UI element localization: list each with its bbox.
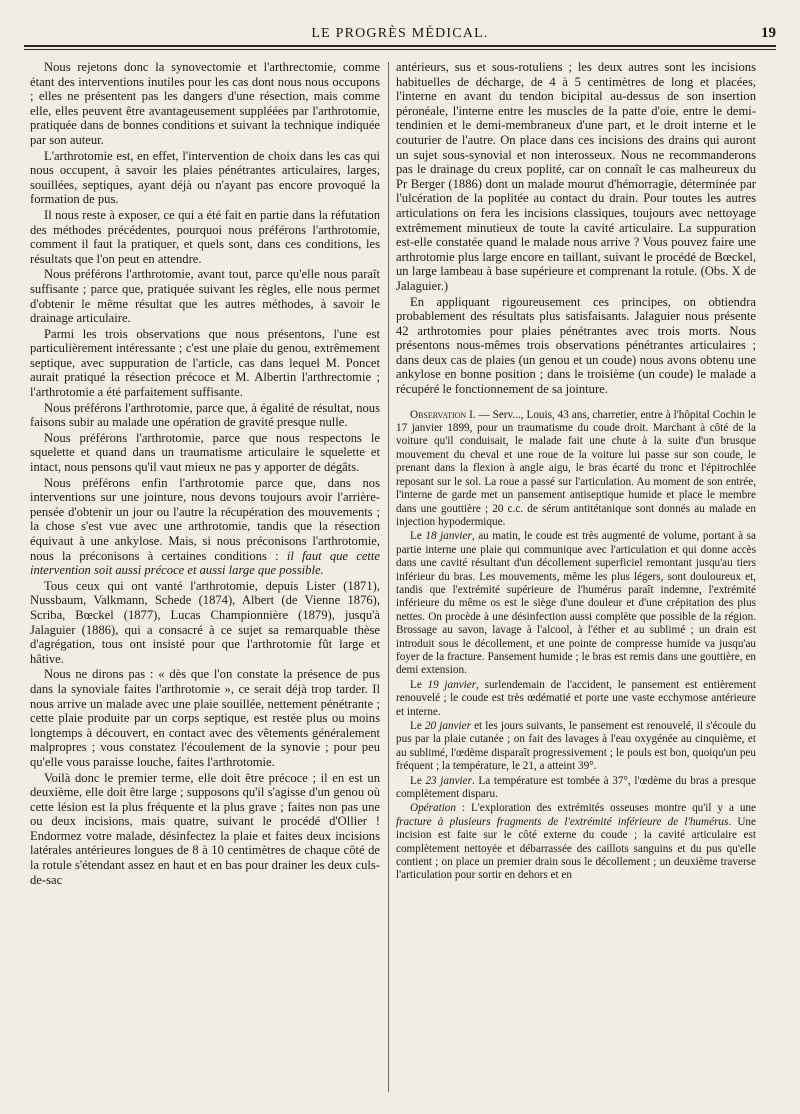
observation-paragraph: Le 18 janvier, au matin, le coude est très augmenté de volume, portant à sa partie interne une plaie qui communique avec l'articulation et qui donne accès dans une cavité résultant d'un décollement superficiel remontant jusqu'au tiers inférieur du bras. Les mouvements, même les plus légers, sont douloureux et, tandis que l'extrémité supérieure de l'humérus paraît indemne, l'extrémité inférieure du même os est le siège d'une douleur et d'une crépitation des plus nettes. On procède à une désinfection aussi complète que possible de la région. Brossage au savon, lavage à l'alcool, à l'éther et au sublimé ; un drain est introduit sous le décollement, et une pointe de compresse humide va jusqu'au foyer de la fracture. Pansement humide ; le bras est remis dans une gouttière, en demi extension. [396,530,756,677]
observation-intro [396,409,756,530]
paragraph: L'arthrotomie est, en effet, l'intervention de choix dans les cas qui nous occupent, à savoir les plaies pénétrantes articulaires, larges, souillées, septiques, ayant déjà ou n'ayant pas encore provoqué la formation de pus. [30,148,380,207]
paragraph: Nous préférons l'arthrotomie, avant tout, parce qu'elle nous paraît suffisante ; parce que, pratiquée suivant les règles, elle nous permet d'obtenir le même résultat que les autres méthodes, à savoir le drainage articulaire. [30,267,380,326]
observation-text: — Serv..., Louis, 43 ans, charretier, entre à l'hôpital Cochin le 17 janvier 1899, pour un traumatisme du coude droit. Marchant à côté de la voiture qu'il conduisait, le malade fait une chute à la suite d'un brusque mouvement du cheval et une roue de la voiture lui passe sur son coude, le prenant dans la flexion à angle aigu, le bras écarté du tronc et l'épitrochlée reposant sur le sol. La roue a passé sur l'articulation. Au moment de son entrée, l'interne de garde met un pansement antiseptique humide et place le membre dans une gouttière ; 20 c.c. de sérum antitétanique sont donnés au malade en injection hypodermique. [396,408,756,528]
right-column [396,60,756,1104]
paragraph: En appliquant rigoureusement ces principes, on obtiendra probablement des résultats plus satisfaisants. Jalaguier nous présente 42 arthrotomies pour plaies pénétrantes avec trois morts. Nous présentons nous-mêmes trois observations pénétrantes articulaires ; dans deux cas de plaies (un genou et un coude) nous avons obtenu une ankylose en bonne position ; dans le troisième (un coude) le malade a récupéré le fonctionnement de sa jointure. [396,294,756,397]
observation-text: : L'exploration des extrémités osseuses montre qu'il y a une [456,802,756,815]
left-column [30,60,380,1104]
observation-date: 18 janvier [425,530,472,543]
paragraph: Nous préférons l'arthrotomie, parce que nous respectons le squelette et quand dans un traumatisme articulaire le squelette et intact, nous pensons qu'il vaut mieux ne pas y apporter de dégâts. [30,430,380,475]
observation-paragraph: Le 19 janvier, surlendemain de l'accident, le pansement est entièrement renouvelé ; le coude est très œdématié et porte une vaste ecchymose antérieure et interne. [396,678,756,718]
page-header [24,26,776,46]
emphasis-text: il faut que cette intervention soit aussi précoce et aussi large que possible. [30,548,380,578]
observation-paragraph: Le 23 janvier. La température est tombée à 37°, l'œdème du bras a presque complètement disparu. [396,774,756,801]
observation-label: Observation I. [410,408,476,421]
paragraph [30,476,380,578]
paragraph: Parmi les trois observations que nous présentons, l'une est particulièrement intéressante ; c'est une plaie du genou, extrêmement septique, avec suppuration de l'article, cas dans lequel M. Poncet aurait pratiqué la résection précoce et M. Albertin l'arthrectomie ; l'arthrotomie a été parfaitement suffisante. [30,326,380,400]
paragraph: antérieurs, sus et sous-rotuliens ; les deux autres sont les incisions habituelles de décharge, de 4 à 5 centimètres de long et placées, l'interne en avant du tendon bicipital au-dessus de son insertion péronéale, l'interne entre les muscles de la patte d'oie, entre le demi-tendinien et le demi-membraneux d'une part, et le droit interne et le couturier de l'autre. On place dans ces incisions des drains qui auront un sujet sous-synovial et non interosseux. Nous ne recommanderons pas le drainage du creux poplité, car on connaît le cas malheureux du Pr Berger (1886) dont un malade mourut d'hémorragie, déterminée par l'ulcération de la poplitée au contact du drain. Pour toutes les autres articulations on fera les incisions classiques, toujours avec nettoyage extrêmement minutieux de toute la cavité articulaire. La suppuration est-elle constatée quand le malade nous arrive ? Vous pouvez faire une arthrotomie plus large encore en taillant, suivant le procédé de Bœckel, un large lambeau à base supérieure et comprenant la rotule. (Obs. X de Jalaguier.) [396,60,756,293]
observation-date: 23 janvier [425,774,472,787]
header-rule-thin [24,49,776,50]
paragraph-text: Nous préférons enfin l'arthrotomie parce que, dans nos interventions sur une jointure, nous devons toujours avoir l'arrière-pensée d'obtenir un jour ou l'autre la récupération des mouvements ; la chose s'est vue avec une arthrotomie, tandis que la résection équivaut à une ankylose. Mais, si nous préconisons l'arthrotomie, nous la préconisons à certaines conditions : [30,475,380,563]
observation-text: , au matin, le coude est très augmenté de volume, portant à sa partie interne une plaie qui communique avec l'articulation et qui donne accès dans une cavité résultant d'un décollement superficiel remontant jusqu'au tiers inférieur du bras. Les mouvements, même les plus légers, sont douloureux et, tandis que l'extrémité supérieure de l'humérus paraît indemne, l'extrémité inférieure du même os est le siège d'une douleur et d'une crépitation des plus nettes. On procède à une désinfection aussi complète que possible de la région. Brossage au savon, lavage à l'alcool, à l'éther et au sublimé ; un drain est introduit sous le décollement, et une pointe de compresse humide va jusqu'au foyer de la fracture. Pansement humide ; le bras est remis dans une gouttière, en demi extension. [396,530,756,677]
operation-label: Opération [410,802,456,815]
page-number: 19 [761,25,776,41]
observation-paragraph [396,802,756,882]
emphasis-text: fracture à plusieurs fragments de l'extrémité inférieure de l'humérus [396,815,729,828]
observation-text: et les jours suivants, le pansement est renouvelé, il s'écoule du pus par la plaie cutanée ; on fait des lavages à l'eau oxygénée au cinquième, et au sublimé, l'œdème disparaît progressivement ; le pouls est bon, quoiqu'un peu fréquent ; la température, le 21, a atteint 39°. [396,720,756,773]
paragraph: Tous ceux qui ont vanté l'arthrotomie, depuis Lister (1871), Nussbaum, Valkmann, Schede (1874), Albert (de Vienne 1876), Scriba, Bœckel (1877), Lucas Championnière (1879), jusqu'à Jalaguier (1886), qui a consacré à ce sujet sa remarquable thèse d'agrégation, tous ont insisté pour que l'arthrotomie fût large et hâtive. [30,578,380,666]
paragraph: Nous ne dirons pas : « dès que l'on constate la présence de pus dans la synoviale faites l'arthrotomie », ce serait déjà trop tarder. Il nous arrive un malade avec une plaie souillée, nettement pénétrante ; cette plaie produite par un corps septique, est restée plus ou moins longtemps à découvert, en contact avec des vêtements généralement malpropres ; vous constatez l'écoulement de la synovie ; pour peu qu'elle vous paraisse louche, faites l'arthrotomie. [30,667,380,769]
observation-text: . La température est tombée à 37°, l'œdème du bras a presque complètement disparu. [396,774,756,801]
paragraph: Nous préférons l'arthrotomie, parce que, à égalité de résultat, nous faisons subir au malade une opération de gravité presque nulle. [30,400,380,430]
observation-block [396,409,756,883]
header-rule [24,45,776,47]
observation-text: , surlendemain de l'accident, le pansement est entièrement renouvelé ; le coude est très œdématié et porte une vaste ecchymose antérieure et interne. [396,678,756,718]
column-divider [388,62,389,1092]
observation-text: . Une incision est faite sur le côté externe du coude ; la cavité articulaire est complètement nettoyée et débarrassée des caillots sanguins et du pus qu'elle contient ; on place un premier drain sous le décollement ; un deuxième traverse l'articulation pour sortir en dehors et en [396,815,756,882]
paragraph: Nous rejetons donc la synovectomie et l'arthrectomie, comme étant des interventions inutiles pour les cas dont nous nous occupons ; elles ne présentent pas les dangers d'une résection, mais comme elle, elles peuvent être avantageusement suppléées par l'arthrotomie, pratiquée dans de bonnes conditions et suivant la technique indiquée par son auteur. [30,60,380,147]
observation-date: 19 janvier [427,678,477,691]
observation-date: 20 janvier [424,720,471,732]
paragraph: Voilà donc le premier terme, elle doit être précoce ; il en est un deuxième, elle doit être large ; supposons qu'il s'agisse d'un genou où cette lésion est la plus fréquente et la plus grave ; faites non pas une ou deux incisions, mais quatre, suivant le procédé d'Ollier ! Endormez votre malade, désinfectez la plaie et faites deux incisions latérales antérieures longues de 8 à 10 centimètres de chaque côté de la rotule s'étendant assez en haut et en bas pour drainer les deux culs-de-sac [30,770,380,887]
observation-paragraph: Le 20 janvier et les jours suivants, le pansement est renouvelé, il s'écoule du pus par la plaie cutanée ; on fait des lavages à l'eau oxygénée au cinquième, et au sublimé, l'œdème disparaît progressivement ; le pouls est bon, quoiqu'un peu fréquent ; la température, le 21, a atteint 39°. [396,720,756,773]
paragraph: Il nous reste à exposer, ce qui a été fait en partie dans la réfutation des méthodes précédentes, pourquoi nous préférons l'arthrotomie, comment il faut la pratiquer, et quels sont, dans ces conditions, les résultats que l'on peut en attendre. [30,207,380,266]
journal-title: LE PROGRÈS MÉDICAL. [311,26,489,41]
